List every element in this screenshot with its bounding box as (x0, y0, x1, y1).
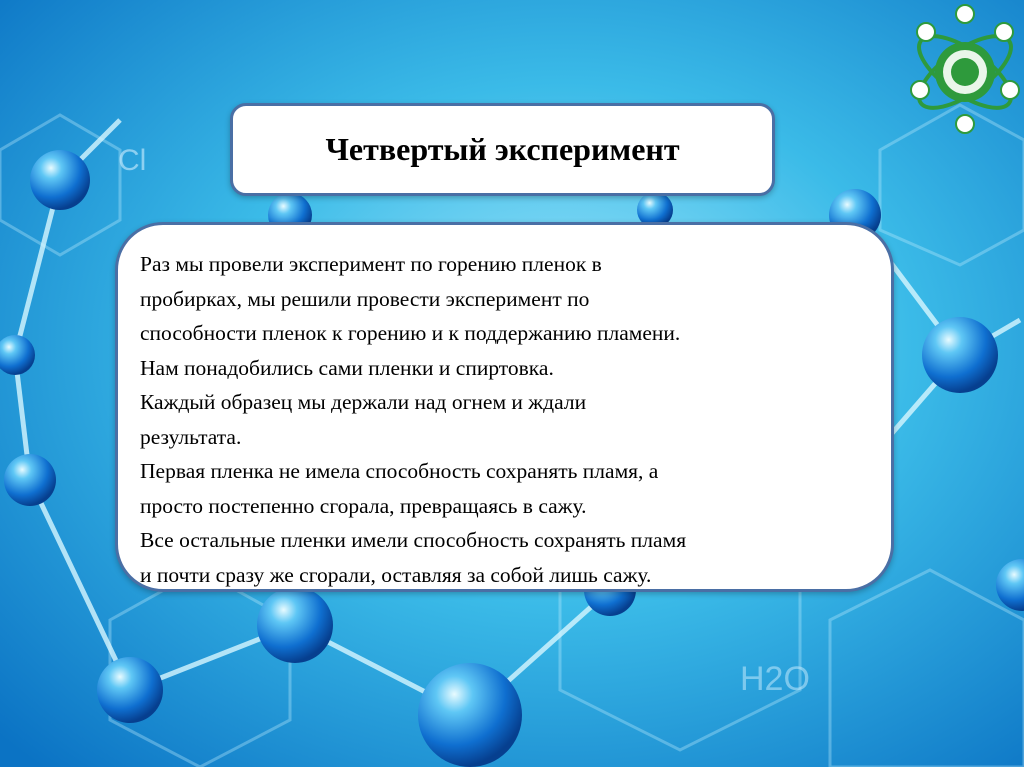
slide-title: Четвертый эксперимент (325, 131, 680, 167)
text-line: результата. (140, 424, 242, 449)
bg-label-h2o: H2O (740, 660, 810, 698)
text-line: способности пленок к горению и к поддержанию пламени. (140, 321, 681, 345)
text-line: Каждый образец мы держали над огнем и ждали (140, 390, 587, 414)
text-line: просто постепенно сгорала, превращаясь в сажу. (140, 493, 587, 518)
text-line: и почти сразу же сгорали, оставляя за собой лишь сажу. (140, 562, 652, 587)
text-line: Все остальные пленки имели способность сохранять пламя (140, 528, 687, 552)
text-line: Нам понадобились сами пленки и спиртовка. (140, 355, 554, 380)
text-line: пробирках, мы решили провести эксперимент по (140, 286, 590, 311)
title-box (230, 103, 775, 196)
text-line: Раз мы провели эксперимент по горению пленок в (140, 252, 602, 276)
text-line: Первая пленка не имела способность сохранять пламя, а (140, 459, 659, 483)
text-box (115, 222, 894, 592)
school-emblem-logo (906, 0, 1024, 136)
bg-label-cl: Cl (118, 144, 147, 177)
